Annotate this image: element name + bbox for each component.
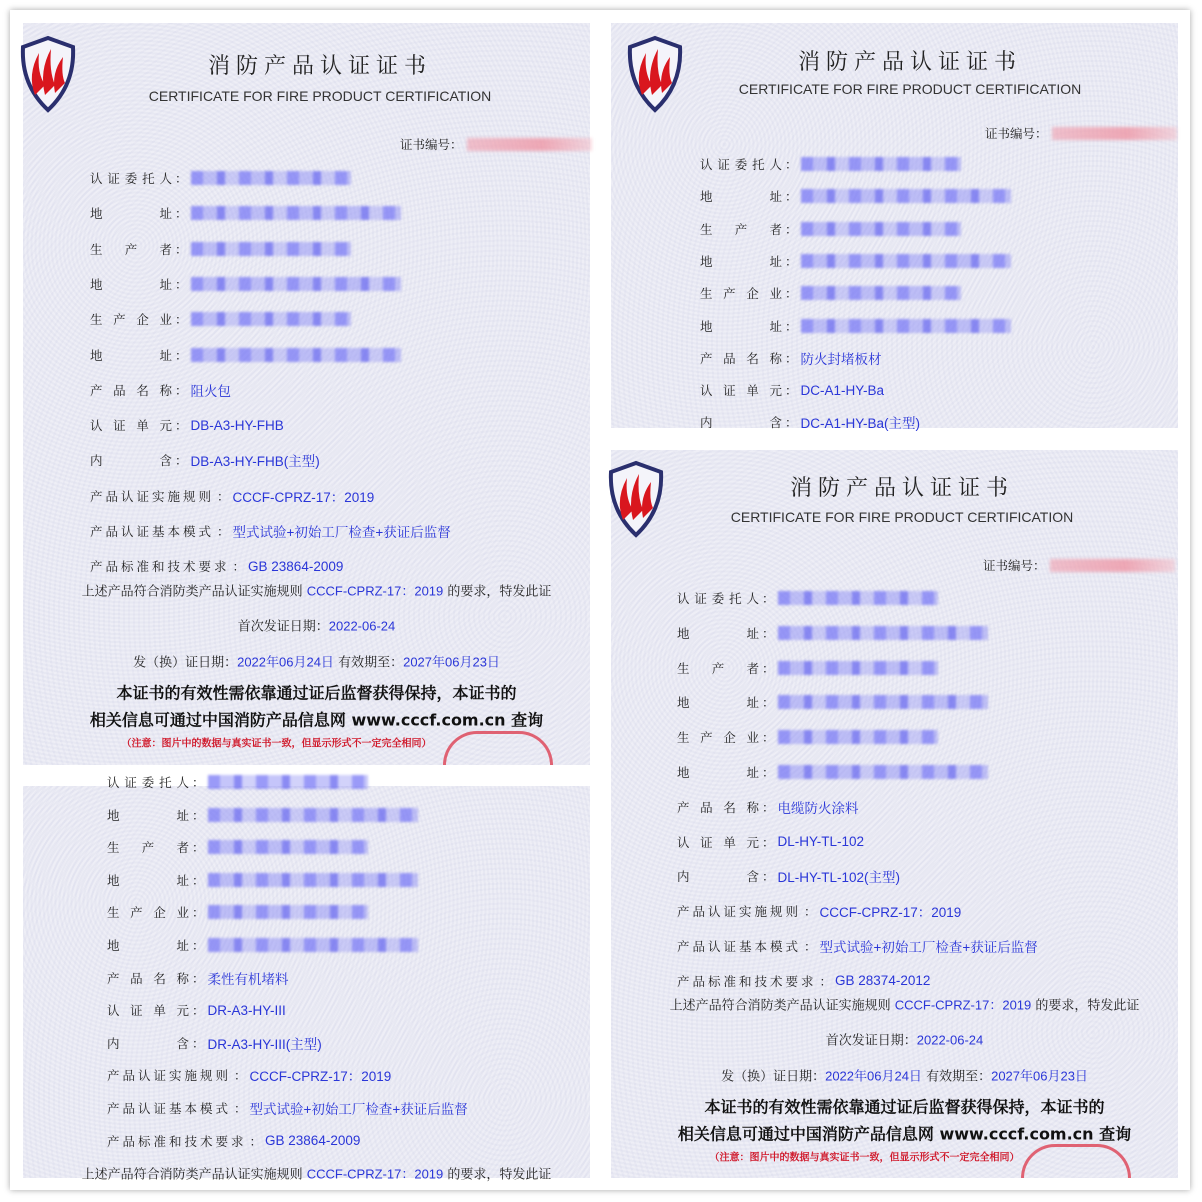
colon: ： — [762, 730, 775, 746]
colon: ： — [232, 559, 246, 575]
summary-suffix: 的要求，特发此证 — [447, 1167, 552, 1183]
redacted-value — [801, 157, 961, 171]
colon: ： — [175, 453, 188, 469]
summary-prefix: 上述产品符合消防类产品认证实施规则 — [81, 1167, 303, 1183]
valid-until: 2027年06月23日 — [403, 654, 500, 670]
redacted-value — [801, 254, 1011, 268]
redacted-value — [778, 661, 938, 675]
field-row-includes — [677, 866, 900, 886]
redacted-value — [801, 286, 961, 300]
field-row-client — [700, 155, 961, 173]
field-label: 生产者 — [677, 660, 759, 676]
colon: ： — [192, 807, 205, 823]
field-label: 地址 — [700, 189, 782, 205]
field-label: 认证委托人 — [677, 591, 759, 606]
summary-suffix: 的要求，特发此证 — [447, 584, 552, 600]
cert-number — [400, 135, 592, 153]
colon: ： — [762, 591, 775, 606]
redacted-cert-number — [1052, 127, 1177, 140]
certificate-panel — [611, 23, 1178, 432]
disclaimer-note: （注意：图片中的数据与真实证书一致，但显示形式不一定完全相同） — [121, 738, 432, 750]
fire-shield-logo-icon — [626, 35, 684, 113]
field-label: 地址 — [677, 765, 759, 780]
colon: ： — [249, 1133, 263, 1149]
field-label: 产品标准和技术要求 — [107, 1133, 247, 1149]
field-value: CCCF-CPRZ-17：2019 — [249, 1069, 392, 1085]
first-issue-label: 首次发证日期： — [825, 1033, 917, 1049]
field-row-rule — [677, 901, 961, 921]
field-row-address — [700, 187, 1011, 205]
field-label: 生产企业 — [107, 905, 189, 921]
field-row-standard — [90, 557, 343, 575]
colon: ： — [762, 834, 775, 850]
field-label: 地址 — [90, 276, 172, 292]
field-row-rule — [107, 1065, 391, 1085]
validity-statement-line2: 相关信息可通过中国消防产品信息网 www.cccf.com.cn 查询 — [677, 1124, 1132, 1144]
field-row-producer — [677, 659, 938, 677]
field-value: DR-A3-HY-III — [207, 1002, 286, 1018]
field-row-mode — [677, 936, 1038, 956]
field-label: 产品认证基本模式 — [107, 1101, 232, 1116]
issue-label: 发（换）证日期： — [133, 655, 238, 671]
field-label: 产品名称 — [700, 350, 782, 366]
cert-number-label: 证书编号： — [400, 137, 463, 152]
colon: ： — [192, 775, 205, 790]
field-label: 产品认证基本模式 — [90, 524, 215, 539]
validity-statement-line2: 相关信息可通过中国消防产品信息网 www.cccf.com.cn 查询 — [89, 710, 544, 730]
field-row-address — [700, 252, 1011, 270]
certificate-title: 消防产品认证证书 — [797, 50, 1023, 75]
colon: ： — [234, 1068, 247, 1084]
colon: ： — [762, 799, 775, 815]
colon: ： — [192, 905, 205, 921]
field-row-address — [700, 317, 1011, 335]
certificate-subtitle: CERTIFICATE FOR FIRE PRODUCT CERTIFICATION — [738, 81, 1082, 97]
field-value: 型式试验+初始工厂检查+获证后监督 — [819, 940, 1038, 955]
fire-shield-logo-icon — [19, 35, 77, 113]
first-issue-value: 2022-06-24 — [916, 1032, 984, 1048]
colon: ： — [175, 171, 188, 186]
field-row-includes — [90, 450, 320, 470]
colon: ： — [175, 206, 188, 222]
colon: ： — [762, 625, 775, 641]
field-label: 认证委托人 — [90, 171, 172, 186]
redacted-value — [778, 695, 988, 709]
field-label: 生产企业 — [90, 312, 172, 328]
colon: ： — [785, 286, 798, 302]
cert-number — [985, 124, 1177, 142]
field-label: 认证单元 — [677, 834, 759, 850]
field-row-address — [677, 624, 988, 642]
redacted-value — [191, 312, 351, 326]
field-value: DC-A1-HY-Ba — [800, 382, 885, 398]
field-label: 地址 — [107, 938, 189, 953]
field-value: DL-HY-TL-102(主型) — [777, 870, 901, 886]
field-row-producer — [90, 240, 351, 258]
field-label: 地址 — [677, 625, 759, 641]
field-label: 生产者 — [700, 221, 782, 237]
summary-line — [82, 580, 552, 599]
redacted-value — [801, 189, 1011, 203]
field-value: DL-HY-TL-102 — [777, 834, 865, 850]
colon: ： — [217, 524, 230, 539]
fire-shield-logo-icon — [607, 460, 665, 538]
summary-prefix: 上述产品符合消防类产品认证实施规则 — [81, 584, 303, 600]
field-row-address — [107, 871, 418, 889]
field-row-rule — [90, 486, 374, 506]
field-row-address — [90, 275, 401, 293]
colon: ： — [785, 221, 798, 237]
field-row-factory — [107, 903, 368, 921]
field-row-includes — [700, 412, 920, 432]
field-label: 生产者 — [90, 241, 172, 257]
cert-number-label: 证书编号： — [985, 126, 1048, 141]
field-label: 地址 — [107, 872, 189, 888]
summary-prefix: 上述产品符合消防类产品认证实施规则 — [669, 998, 891, 1014]
colon: ： — [762, 869, 775, 885]
colon: ： — [234, 1101, 247, 1116]
colon: ： — [785, 350, 798, 366]
certificate-title: 消防产品认证证书 — [789, 476, 1015, 501]
field-label: 产品名称 — [677, 799, 759, 815]
redacted-value — [208, 808, 418, 822]
disclaimer-note: （注意：图片中的数据与真实证书一致，但显示形式不一定完全相同） — [709, 1152, 1020, 1164]
red-seal-stamp — [1021, 1144, 1131, 1178]
colon: ： — [785, 189, 798, 205]
redacted-value — [191, 171, 351, 185]
field-row-producer — [700, 220, 961, 238]
field-row-product-name — [700, 348, 882, 368]
issue-validity-dates — [721, 1065, 1088, 1084]
colon: ： — [175, 347, 188, 363]
field-value: 阻火包 — [190, 383, 232, 399]
colon: ： — [175, 312, 188, 328]
field-label: 地址 — [107, 807, 189, 823]
field-label: 内含 — [90, 453, 172, 469]
field-row-cert-unit — [677, 833, 864, 851]
issue-validity-dates — [133, 651, 500, 670]
issue-date: 2022年06月24日 — [237, 654, 334, 670]
validity-statement-line1: 本证书的有效性需依靠通过证后监督获得保持，本证书的 — [116, 683, 517, 703]
summary-rule: CCCF-CPRZ-17：2019 — [894, 997, 1032, 1013]
field-label: 产品标准和技术要求 — [677, 973, 817, 989]
colon: ： — [762, 695, 775, 711]
field-value: 电缆防火涂料 — [777, 800, 859, 816]
field-value: DC-A1-HY-Ba(主型) — [800, 416, 921, 432]
redacted-value — [208, 775, 368, 789]
certificate-subtitle: CERTIFICATE FOR FIRE PRODUCT CERTIFICATION — [148, 88, 492, 104]
colon: ： — [785, 318, 798, 334]
summary-line — [670, 994, 1140, 1013]
field-label: 地址 — [700, 253, 782, 269]
field-label: 生产企业 — [700, 286, 782, 302]
colon: ： — [819, 973, 833, 989]
redacted-cert-number — [467, 138, 592, 151]
field-row-cert-unit — [107, 1001, 286, 1019]
field-row-address — [90, 346, 401, 364]
colon: ： — [192, 970, 205, 986]
summary-rule: CCCF-CPRZ-17：2019 — [306, 583, 444, 599]
valid-label: 有效期至： — [926, 1069, 992, 1085]
colon: ： — [175, 418, 188, 434]
field-row-address — [107, 806, 418, 824]
summary-line — [82, 1164, 552, 1183]
field-label: 地址 — [677, 695, 759, 711]
redacted-value — [778, 765, 988, 779]
redacted-value — [208, 840, 368, 854]
colon: ： — [192, 1003, 205, 1019]
certificate-title: 消防产品认证证书 — [207, 54, 433, 79]
colon: ： — [175, 276, 188, 292]
field-value: 防火封堵板材 — [800, 351, 882, 367]
cert-number — [983, 556, 1175, 574]
first-issue-value: 2022-06-24 — [328, 618, 396, 634]
field-value: 型式试验+初始工厂检查+获证后监督 — [249, 1102, 468, 1117]
field-label: 产品标准和技术要求 — [90, 559, 230, 575]
certificate-panel — [611, 450, 1178, 1178]
first-issue-label: 首次发证日期： — [237, 619, 329, 635]
summary-rule: CCCF-CPRZ-17：2019 — [306, 1166, 444, 1182]
field-label: 地址 — [90, 347, 172, 363]
validity-statement-line1: 本证书的有效性需依靠通过证后监督获得保持，本证书的 — [704, 1097, 1105, 1117]
field-row-product-name — [677, 797, 859, 817]
field-label: 产品名称 — [90, 382, 172, 398]
field-label: 产品认证实施规则 — [90, 488, 215, 504]
colon: ： — [804, 939, 817, 954]
valid-until: 2027年06月23日 — [991, 1068, 1088, 1084]
summary-suffix: 的要求，特发此证 — [1035, 998, 1140, 1014]
redacted-value — [191, 277, 401, 291]
field-label: 认证单元 — [90, 418, 172, 434]
field-row-product-name — [107, 968, 289, 988]
colon: ： — [192, 872, 205, 888]
field-value: 型式试验+初始工厂检查+获证后监督 — [232, 525, 451, 540]
issue-date: 2022年06月24日 — [825, 1068, 922, 1084]
field-value: 柔性有机堵料 — [207, 971, 289, 987]
field-label: 认证委托人 — [107, 775, 189, 790]
field-label: 地址 — [90, 206, 172, 222]
colon: ： — [804, 904, 817, 920]
redacted-value — [778, 591, 938, 605]
field-row-address — [90, 204, 401, 222]
field-value: GB 28374-2012 — [835, 973, 931, 989]
field-label: 认证单元 — [700, 383, 782, 399]
redacted-value — [208, 873, 418, 887]
redacted-value — [778, 626, 988, 640]
certificate-subtitle: CERTIFICATE FOR FIRE PRODUCT CERTIFICATION — [730, 509, 1074, 525]
field-value: DB-A3-HY-FHB — [190, 417, 284, 433]
red-seal-stamp — [443, 731, 553, 765]
field-label: 生产企业 — [677, 730, 759, 746]
field-label: 产品名称 — [107, 970, 189, 986]
field-label: 产品认证实施规则 — [677, 904, 802, 920]
field-row-factory — [90, 310, 351, 328]
redacted-value — [191, 348, 401, 362]
colon: ： — [785, 157, 798, 172]
field-row-cert-unit — [700, 381, 884, 399]
redacted-value — [208, 938, 418, 952]
colon: ： — [785, 383, 798, 399]
field-value: CCCF-CPRZ-17：2019 — [232, 489, 375, 505]
field-label: 产品认证基本模式 — [677, 939, 802, 954]
colon: ： — [785, 253, 798, 269]
redacted-value — [778, 730, 938, 744]
field-value: DB-A3-HY-FHB(主型) — [190, 454, 320, 470]
redacted-cert-number — [1050, 559, 1175, 572]
colon: ： — [762, 660, 775, 676]
field-value: GB 23864-2009 — [265, 1133, 361, 1149]
field-label: 内含 — [700, 415, 782, 431]
field-value: CCCF-CPRZ-17：2019 — [819, 905, 962, 921]
field-row-factory — [677, 728, 938, 746]
field-row-client — [677, 589, 938, 607]
first-issue-date — [826, 1029, 984, 1048]
colon: ： — [192, 1035, 205, 1051]
field-label: 内含 — [677, 869, 759, 885]
redacted-value — [801, 222, 961, 236]
colon: ： — [762, 765, 775, 780]
field-row-mode — [90, 521, 451, 541]
colon: ： — [192, 840, 205, 856]
redacted-value — [191, 206, 401, 220]
field-row-standard — [677, 972, 930, 990]
colon: ： — [192, 938, 205, 953]
cert-number-label: 证书编号： — [983, 558, 1046, 573]
field-row-client — [90, 169, 351, 187]
field-row-factory — [700, 284, 961, 302]
field-row-address — [107, 936, 418, 954]
field-label: 认证单元 — [107, 1003, 189, 1019]
redacted-value — [191, 242, 351, 256]
field-label: 内含 — [107, 1035, 189, 1051]
field-row-producer — [107, 838, 368, 856]
redacted-value — [208, 905, 368, 919]
first-issue-date — [238, 615, 396, 634]
field-row-address — [677, 763, 988, 781]
field-label: 生产者 — [107, 840, 189, 856]
field-row-product-name — [90, 380, 231, 400]
certificate-panel — [23, 775, 590, 1183]
field-row-client — [107, 773, 368, 791]
field-row-address — [677, 693, 988, 711]
colon: ： — [785, 415, 798, 431]
colon: ： — [175, 241, 188, 257]
field-value: DR-A3-HY-III(主型) — [207, 1036, 322, 1052]
redacted-value — [801, 319, 1011, 333]
field-label: 地址 — [700, 318, 782, 334]
issue-label: 发（换）证日期： — [721, 1069, 826, 1085]
colon: ： — [175, 382, 188, 398]
colon: ： — [217, 488, 230, 504]
field-row-mode — [107, 1098, 468, 1118]
field-row-includes — [107, 1033, 322, 1053]
field-row-cert-unit — [90, 416, 284, 434]
field-value: GB 23864-2009 — [248, 558, 344, 574]
field-row-standard — [107, 1132, 360, 1150]
valid-label: 有效期至： — [338, 655, 404, 671]
certificate-panel — [23, 23, 590, 765]
field-label: 产品认证实施规则 — [107, 1068, 232, 1084]
field-label: 认证委托人 — [700, 157, 782, 172]
